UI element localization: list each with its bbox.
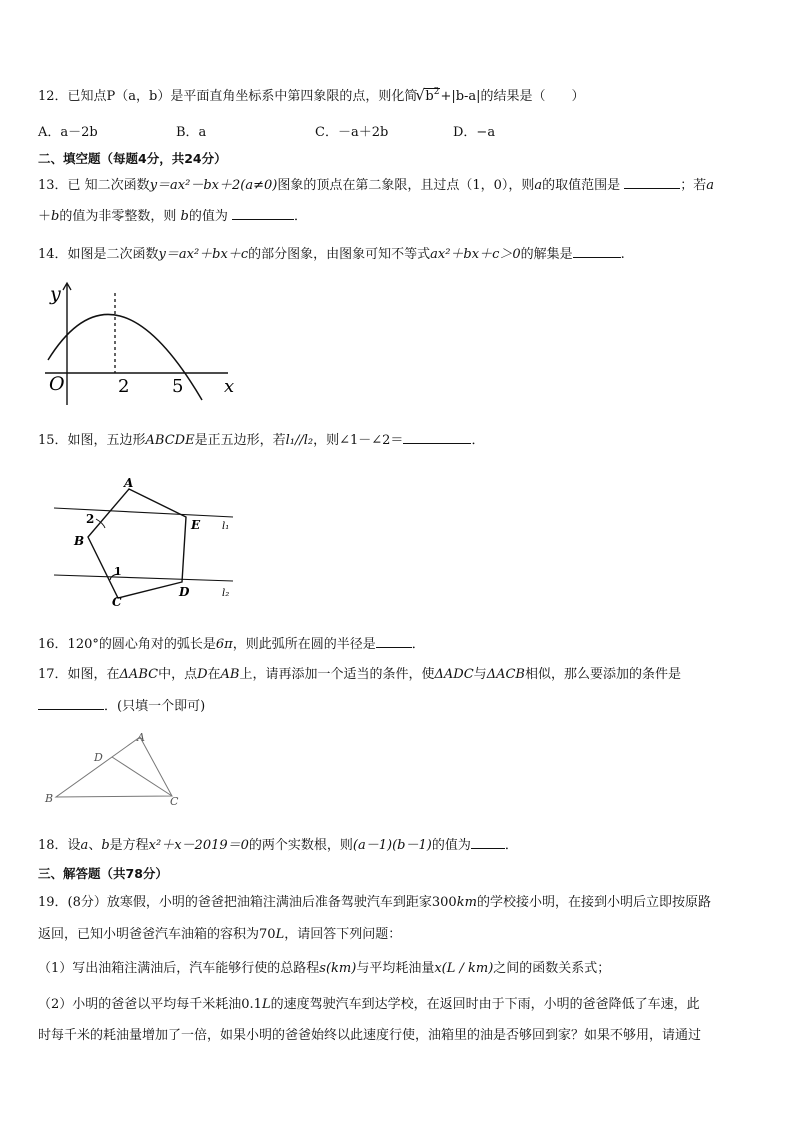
line-l1 (54, 508, 233, 517)
point-d-label: D (179, 585, 190, 599)
q13-line2: ＋b的值为非零整数，则 b的值为 ． (38, 209, 307, 224)
point-d-label: D (94, 751, 103, 764)
q12-option-c: C．－a＋2b (315, 125, 389, 140)
tick-label-5: 5 (172, 376, 184, 397)
angle-1-label: 1 (114, 565, 122, 578)
q12-option-b: B．a (176, 125, 207, 140)
segment-dc (112, 757, 172, 796)
section-2-heading: 二、填空题（每题4分，共24分） (38, 151, 227, 166)
x-axis-label: x (224, 376, 235, 397)
answer-blank[interactable] (376, 635, 412, 648)
q18-stem: 18．设a、b是方程x²＋x－2019＝0的两个实数根，则(a－1)(b－1)的值为 ． (38, 838, 518, 853)
answer-blank[interactable] (38, 697, 104, 710)
point-a-label: A (124, 476, 134, 490)
q19-part2-line1: （2）小明的爸爸以平均每千米耗油0.1L的速度驾驶汽车到达学校，在返回时由于下雨，小明的爸爸降低了车速，此 (38, 997, 700, 1012)
tick-label-2: 2 (118, 376, 130, 397)
answer-blank[interactable] (232, 207, 294, 220)
answer-blank[interactable] (624, 176, 680, 189)
q15-stem: 15．如图，五边形ABCDE是正五边形，若l₁//l₂，则∠1－∠2＝ ． (38, 433, 485, 448)
point-b-label: B (74, 534, 85, 548)
q17-line1: 17．如图，在ΔABC中，点D在AB上，请再添加一个适当的条件，使ΔADC与ΔACB相似，那么要添加的条件是 (38, 667, 681, 682)
q12-option-a: A．a－2b (38, 125, 98, 140)
point-c-label: C (170, 795, 179, 808)
pentagon-abcde (88, 489, 186, 598)
q13-line1: 13．已 知二次函数y＝ax²－bx＋2(a≠0)图象的顶点在第二象限，且过点（1，0），则a的取值范围是 ；若a (38, 178, 715, 193)
point-e-label: E (191, 518, 201, 532)
point-c-label: C (112, 595, 122, 609)
q19-line1: 19．(8分）放寒假，小明的爸爸把油箱注满油后准备驾驶汽车到距家300km的学校接小明，在接到小明后立即按原路 (38, 895, 711, 910)
point-b-label: B (45, 792, 54, 805)
triangle-figure (40, 728, 190, 808)
triangle-abc (56, 737, 172, 797)
q12-stem: 12．已知点P（a，b）是平面直角坐标系中第四象限的点，则化简√ $b^2+|b-a|$的结果是（ ） (38, 88, 585, 106)
y-axis-label: y (50, 283, 61, 305)
point-a-label: A (137, 731, 145, 744)
parabola-graph (40, 280, 245, 410)
q19-part2-line2: 时每千米的耗油量增加了一倍，如果小明的爸爸始终以此速度行使，油箱里的油是否够回到家？如果不够用，请通过 (38, 1028, 702, 1043)
section-3-heading: 三、解答题（共78分） (38, 866, 168, 881)
q19-line2: 返回，已知小明爸爸汽车油箱的容积为70L，请回答下列问题： (38, 927, 402, 942)
l2-label: l₂ (222, 588, 230, 599)
sqrt-expression: √ $b^2$ (417, 88, 440, 106)
origin-label: O (49, 373, 65, 395)
q19-part1: （1）写出油箱注满油后，汽车能够行使的总路程s(km)与平均耗油量x(L / km)之间的函数关系式； (38, 961, 611, 976)
angle-2-label: 2 (86, 512, 95, 526)
pentagon-figure (48, 475, 248, 610)
answer-blank[interactable] (403, 431, 471, 444)
l1-label: l₁ (222, 521, 230, 532)
q17-line2: ．(只填一个即可) (38, 697, 205, 716)
answer-blank[interactable] (471, 836, 505, 849)
q12-option-d: D．−a (453, 125, 496, 140)
q16-stem: 16．120°的圆心角对的弧长是6π，则此弧所在圆的半径是 ． (38, 637, 425, 652)
q14-stem: 14．如图是二次函数y＝ax²＋bx＋c的部分图象，由图象可知不等式ax²＋bx＋c＞0的解集是 . (38, 247, 625, 262)
answer-blank[interactable] (573, 245, 621, 258)
line-l2 (54, 575, 233, 581)
